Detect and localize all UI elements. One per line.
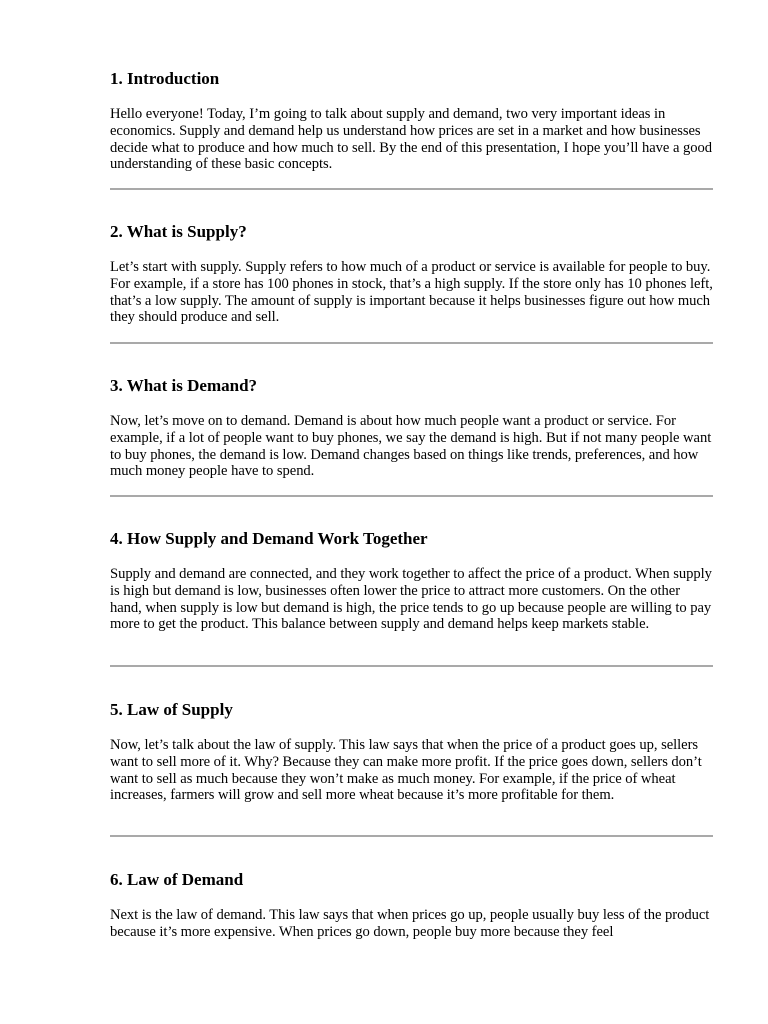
section-divider xyxy=(110,188,713,190)
section-divider xyxy=(110,665,713,667)
section-heading: 2. What is Supply? xyxy=(110,222,247,241)
section-body: Let’s start with supply. Supply refers to how much of a product or service is available for people to buy. For example, if a store has 100 phones in stock, that’s a high supply. If the store only has 10 phones left, that’s a low supply. The amount of supply is important because it helps businesses figure out how much they should produce and sell. xyxy=(110,259,713,326)
section-heading: 6. Law of Demand xyxy=(110,870,244,889)
section-what-is-supply xyxy=(110,222,713,326)
section-law-of-supply xyxy=(110,700,713,804)
section-supply-demand-together xyxy=(110,529,713,633)
section-heading: 4. How Supply and Demand Work Together xyxy=(110,529,428,548)
section-what-is-demand xyxy=(110,376,713,480)
section-divider xyxy=(110,495,713,497)
section-divider xyxy=(110,342,713,344)
section-introduction xyxy=(110,69,713,173)
section-heading: 1. Introduction xyxy=(110,69,220,88)
section-heading: 5. Law of Supply xyxy=(110,700,233,719)
section-body: Now, let’s move on to demand. Demand is about how much people want a product or service. For example, if a lot of people want to buy phones, we say the demand is high. But if not many people want to buy phones, the demand is low. Demand changes based on things like trends, preferences, and how much money people have to spend. xyxy=(110,413,712,480)
section-body: Hello everyone! Today, I’m going to talk about supply and demand, two very important ideas in economics. Supply and demand help us understand how prices are set in a market and how businesses decide what to produce and how much to sell. By the end of this presentation, I hope you’ll have a good understanding of these basic concepts. xyxy=(110,106,712,173)
section-body: Next is the law of demand. This law says that when prices go up, people usually buy less of the product because it’s more expensive. When prices go down, people buy more because they feel xyxy=(110,907,710,940)
section-heading: 3. What is Demand? xyxy=(110,376,258,395)
section-body: Supply and demand are connected, and they work together to affect the price of a product. When supply is high but demand is low, businesses often lower the price to attract more customers. On the other hand, when supply is low but demand is high, the price tends to go up because people are willing to pay more to get the product. This balance between supply and demand helps keep markets stable. xyxy=(110,566,712,633)
section-body: Now, let’s talk about the law of supply. This law says that when the price of a product goes up, sellers want to sell more of it. Why? Because they can make more profit. If the price goes down, sellers don’t want to sell as much because they won’t make as much money. For example, if the price of wheat increases, farmers will grow and sell more wheat because it’s more profitable for them. xyxy=(110,737,702,804)
section-law-of-demand xyxy=(110,870,713,941)
section-divider xyxy=(110,835,713,837)
